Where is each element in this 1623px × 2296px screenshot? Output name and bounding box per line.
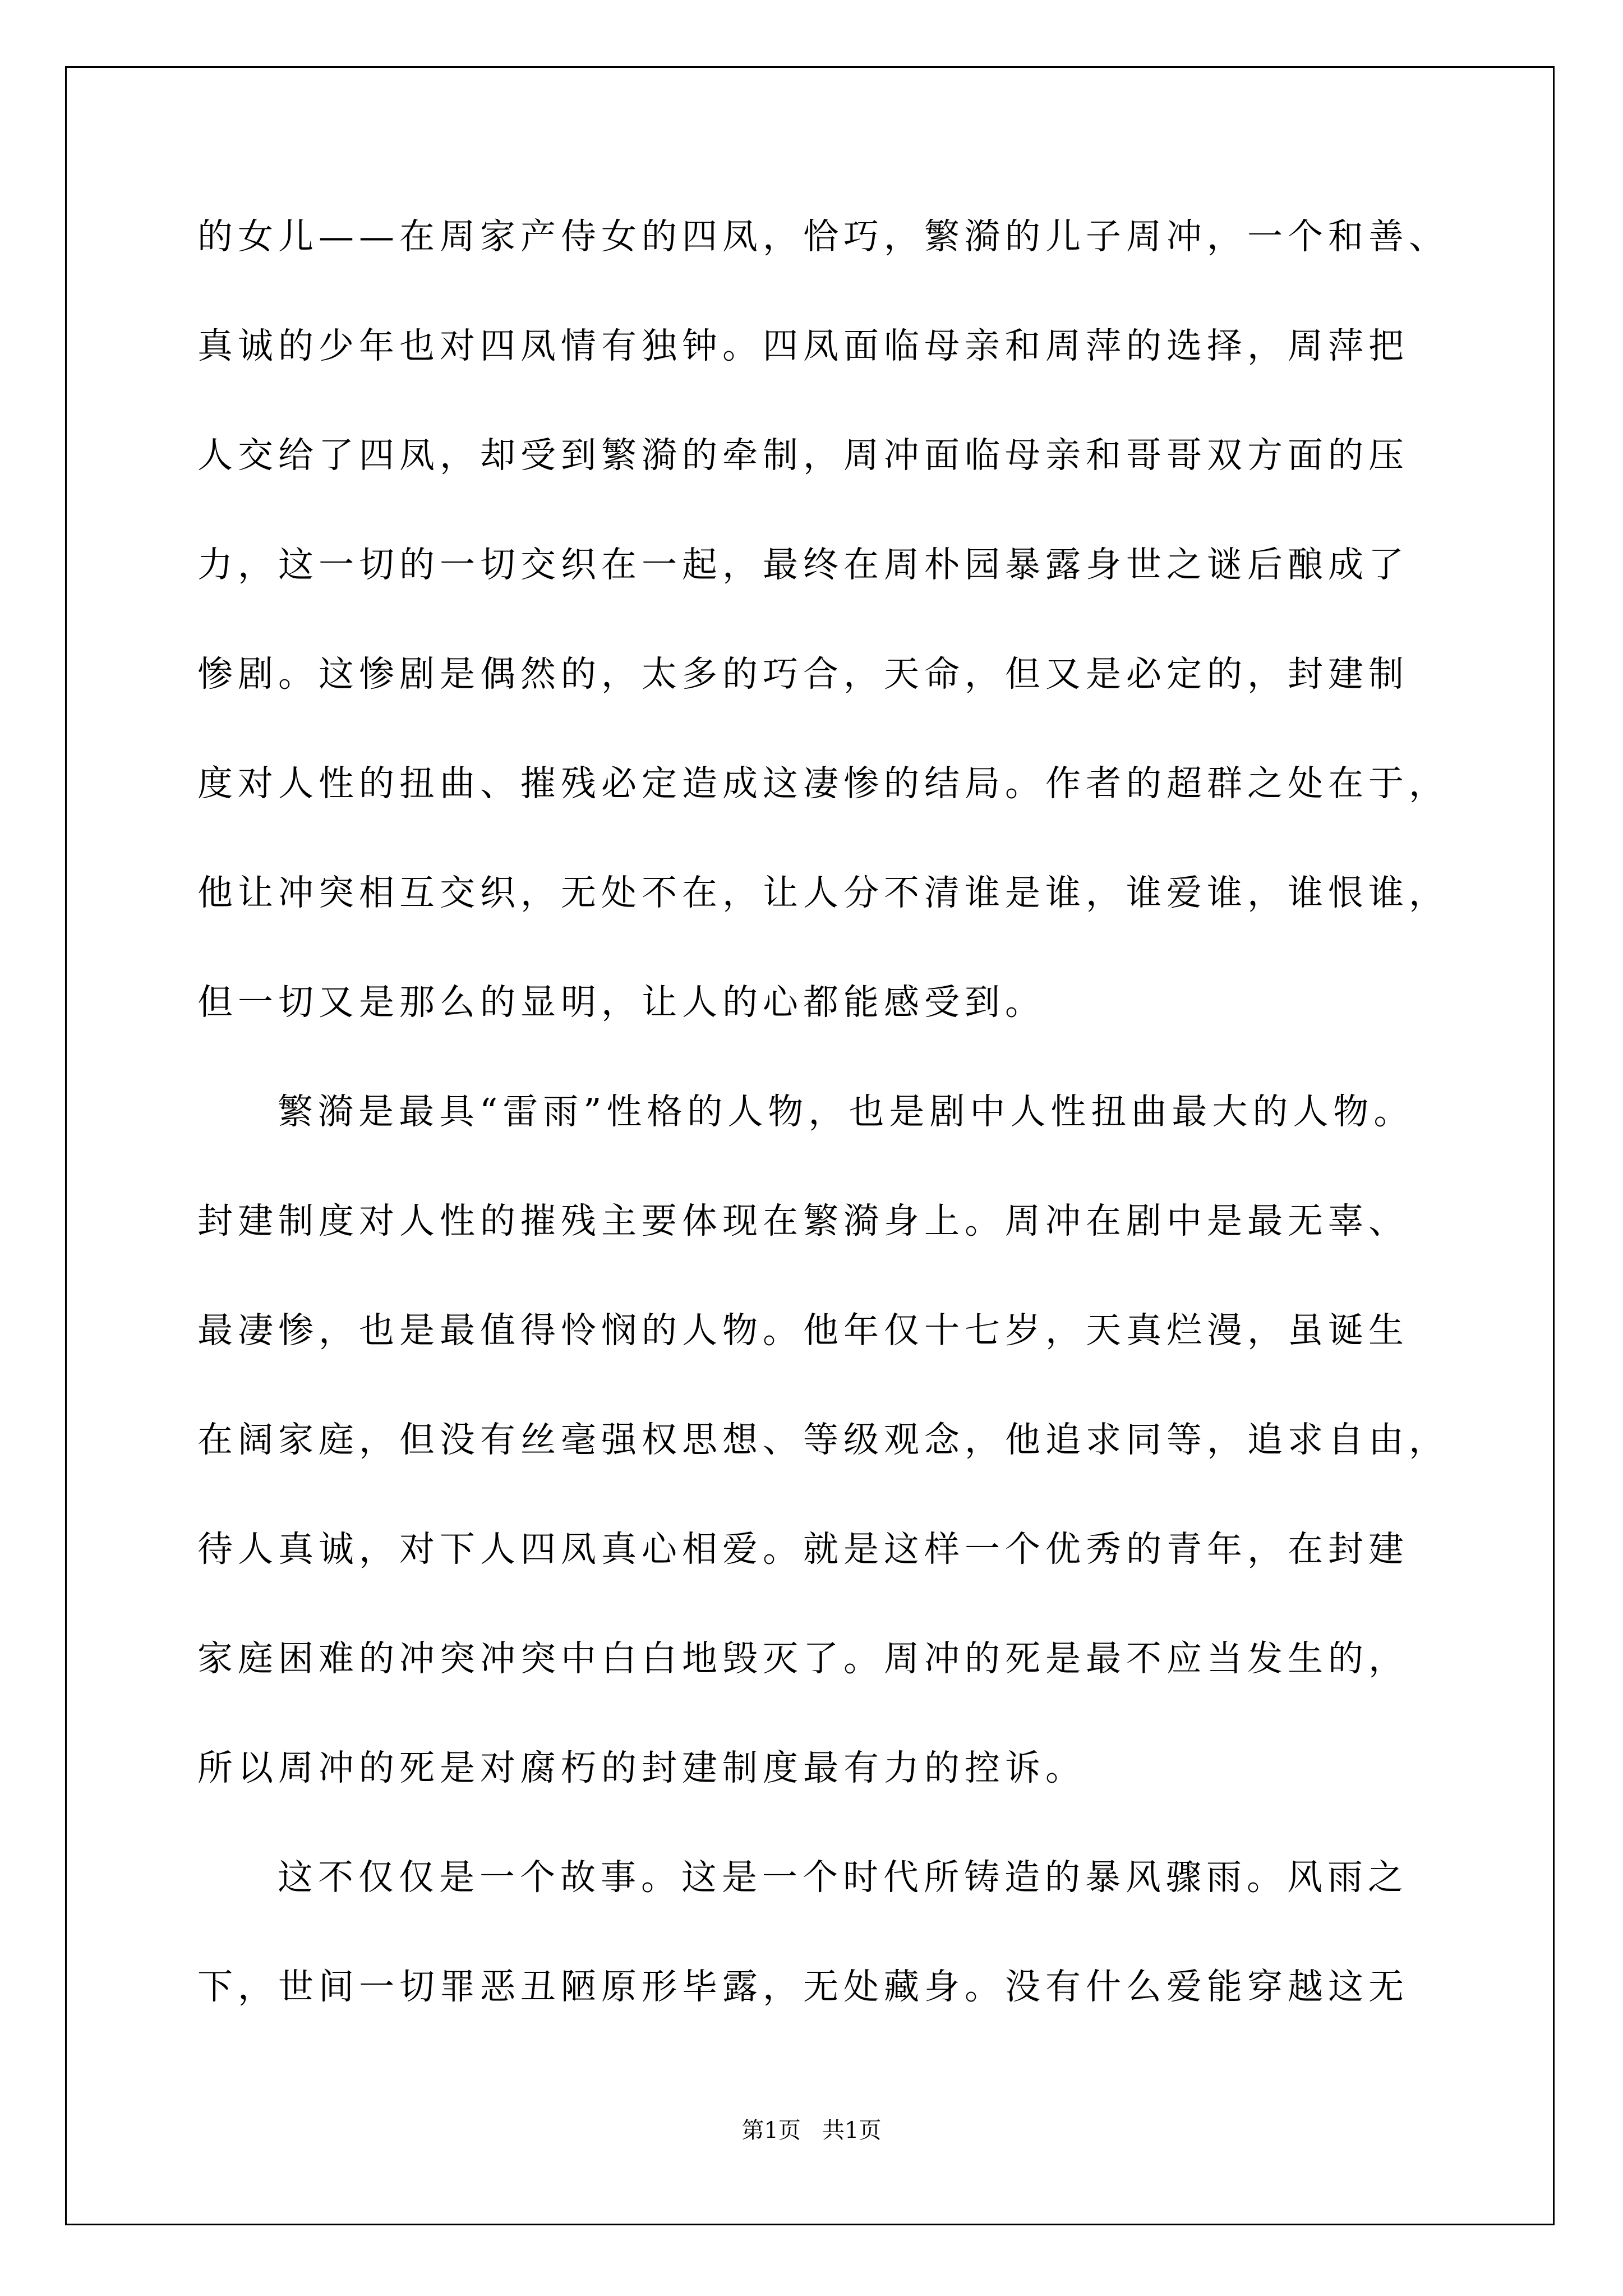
text-line: 但一切又是那么的显明，让人的心都能感受到。	[197, 982, 1045, 1023]
text-line: 真诚的少年也对四凤情有独钟。四凤面临母亲和周萍的选择，周萍把	[197, 325, 1409, 366]
text-line: 下，世间一切罪恶丑陋原形毕露，无处藏身。没有什么爱能穿越这无	[197, 1966, 1409, 2007]
text-line: 封建制度对人性的摧残主要体现在繁漪身上。周冲在剧中是最无辜、	[197, 1200, 1409, 1241]
text-line: 待人真诚，对下人四凤真心相爱。就是这样一个优秀的青年，在封建	[197, 1529, 1409, 1570]
text-line: 在阔家庭，但没有丝毫强权思想、等级观念，他追求同等，追求自由，	[197, 1419, 1449, 1460]
text-line: 最凄惨，也是最值得怜悯的人物。他年仅十七岁，天真烂漫，虽诞生	[197, 1310, 1409, 1351]
text-line: 惨剧。这惨剧是偶然的，太多的巧合，天命，但又是必定的，封建制	[197, 654, 1409, 694]
text-line: 家庭困难的冲突冲突中白白地毁灭了。周冲的死是最不应当发生的，	[197, 1638, 1409, 1679]
page-border	[65, 66, 1555, 2225]
text-line: 度对人性的扭曲、摧残必定造成这凄惨的结局。作者的超群之处在于，	[197, 763, 1449, 804]
page-number-footer: 第1页 共1页	[741, 2118, 882, 2143]
text-line: 他让冲突相互交织，无处不在，让人分不清谁是谁，谁爱谁，谁恨谁，	[197, 872, 1449, 913]
paragraph-first-line: 这不仅仅是一个故事。这是一个时代所铸造的暴风骤雨。风雨之	[278, 1857, 1408, 1898]
text-line: 的女儿——在周家产侍女的四凤，恰巧，繁漪的儿子周冲，一个和善、	[197, 216, 1449, 257]
text-line: 所以周冲的死是对腐朽的封建制度最有力的控诉。	[197, 1747, 1086, 1788]
paragraph-first-line: 繁漪是最具“雷雨”性格的人物，也是剧中人性扭曲最大的人物。	[278, 1091, 1414, 1132]
text-line: 人交给了四凤，却受到繁漪的牵制，周冲面临母亲和哥哥双方面的压	[197, 435, 1409, 476]
text-line: 力，这一切的一切交织在一起，最终在周朴园暴露身世之谜后酿成了	[197, 544, 1409, 585]
